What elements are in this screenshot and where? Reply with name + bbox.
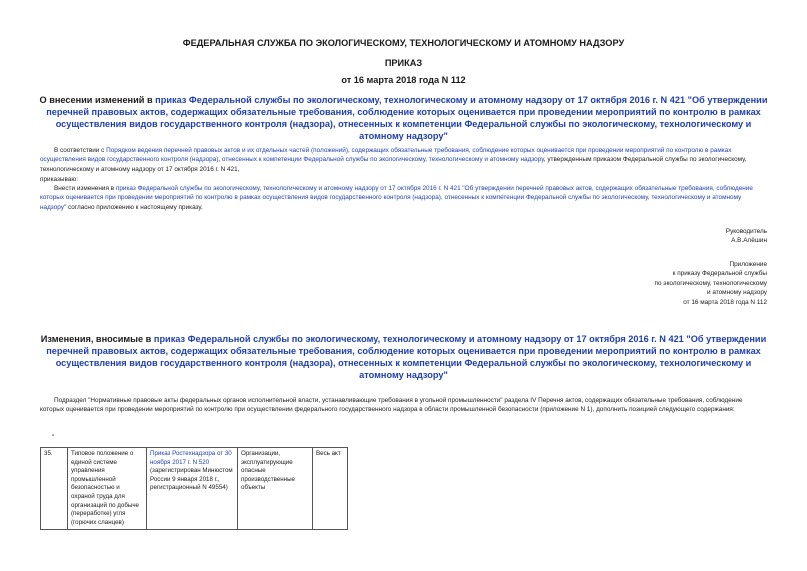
doc-type: ПРИКАЗ <box>384 58 423 68</box>
title-link[interactable]: приказ Федеральной службы по экологическому, технологическому и атомному надзору от 17 октября 2016 г. N 421 "Об утверждении перечней правовых актов, содержащих обязательные требования, соблюдение которых оценивается при проведении мероприятий по контролю в рамках осуществления видов государственного контроля (надзора), отнесенных к компетенции Федеральной службы по экологическому, технологическому и атомному надзору" <box>46 95 768 141</box>
orders-word: приказываю: <box>40 176 78 183</box>
appendix-line-4: и атомному надзору <box>707 289 767 297</box>
act-registration: (зарегистрирован Минюстом России 9 января 2018 г., регистрационный N 49554) <box>150 467 233 492</box>
table-row <box>41 448 348 530</box>
cell-subjects: Организации, эксплуатирующие опасные производственные объекты <box>238 448 313 530</box>
amended-order-link[interactable]: приказ Федеральной службы по экологическому, технологическому и атомному надзору от 17 октября 2016 г. N 421 "Об утверждении перечней правовых актов, содержащих обязательные требования, соблюдение которых оценивается при проведении мероприятий по контролю в рамках осуществления видов государственного контроля (надзора), отнесенных к компетенции Федеральной службы по экологическому, технологическому и атомному надзору" <box>40 185 753 211</box>
title-prefix: О внесении изменений в <box>39 95 156 105</box>
appendix-line-3: по экологическому, технологическому <box>654 279 767 287</box>
cell-scope: Весь акт <box>313 448 348 530</box>
doc-date-number: от 16 марта 2018 года N 112 <box>341 75 466 85</box>
appendix-line-1: Приложение <box>729 261 767 268</box>
cell-number: 35. <box>41 448 68 530</box>
addition-table <box>40 447 348 530</box>
paragraph-basis <box>40 146 768 174</box>
appendix-reference <box>655 260 767 307</box>
paragraph-amend <box>40 184 768 212</box>
order-title <box>36 94 771 142</box>
cell-name: Типовое положение о единой системе управления промышленной безопасностью и охраной труда для организаций по добыче (переработке) угля (горючих сланцев) <box>68 448 147 530</box>
appendix-line-5: от 16 марта 2018 года N 112 <box>683 298 767 306</box>
signature-name: А.В.Алёшин <box>731 237 767 245</box>
changes-title <box>36 333 771 381</box>
signature-block <box>726 227 767 246</box>
paragraph-amend-prefix: Внести изменения в <box>54 185 116 192</box>
paragraph-basis-prefix: В соответствии с <box>54 147 107 154</box>
paragraph-basis-suffix: , утвержденным приказом Федеральной службы по экологическому, технологическому и атомному надзору от 17 октября 2016 г. N 421, <box>40 156 747 173</box>
procedure-link[interactable]: Порядком ведения перечней правовых актов и их отдельных частей (положений), содержащих обязательные требования, соблюдение которых оценивается при проведении мероприятий по контролю в рамках осуществления видов государственного контроля (надзора), отнесенных к компетенции Федеральной службы по экологическому, технологическому и атомному надзору <box>40 147 732 164</box>
signature-role: Руководитель <box>725 228 767 235</box>
quote-mark: " <box>52 434 55 441</box>
paragraph-addition: Подраздел "Нормативные правовые акты федеральных органов исполнительной власти, устанавливающие требования в угольной промышленности" раздела IV Перечня актов, содержащих обязательные требования, соблюдение которых оценивается при проведении мероприятий по контролю при осуществлении федерального государственного надзора в области промышленной безопасности (приложение N 1), дополнить позицией следующего содержания: <box>40 397 743 414</box>
act-link[interactable]: Приказ Ростехнадзора от 30 ноября 2017 г. N 520 <box>150 450 232 466</box>
changes-title-link[interactable]: приказ Федеральной службы по экологическому, технологическому и атомному надзору от 17 октября 2016 г. N 421 "Об утверждении перечней правовых актов, содержащих обязательные требования, соблюдение которых оценивается при проведении мероприятий по контролю в рамках осуществления видов государственного контроля (надзора), отнесенных к компетенции Федеральной службы по экологическому, технологическому и атомному надзору" <box>46 334 767 380</box>
changes-title-prefix: Изменения, вносимые в <box>40 334 154 344</box>
paragraph-amend-suffix: согласно приложению к настоящему приказу. <box>66 203 203 211</box>
appendix-line-2: к приказу Федеральной службы <box>672 270 767 278</box>
cell-act <box>147 448 238 530</box>
agency-header: ФЕДЕРАЛЬНАЯ СЛУЖБА ПО ЭКОЛОГИЧЕСКОМУ, ТЕХНОЛОГИЧЕСКОМУ И АТОМНОМУ НАДЗОРУ <box>182 38 625 48</box>
